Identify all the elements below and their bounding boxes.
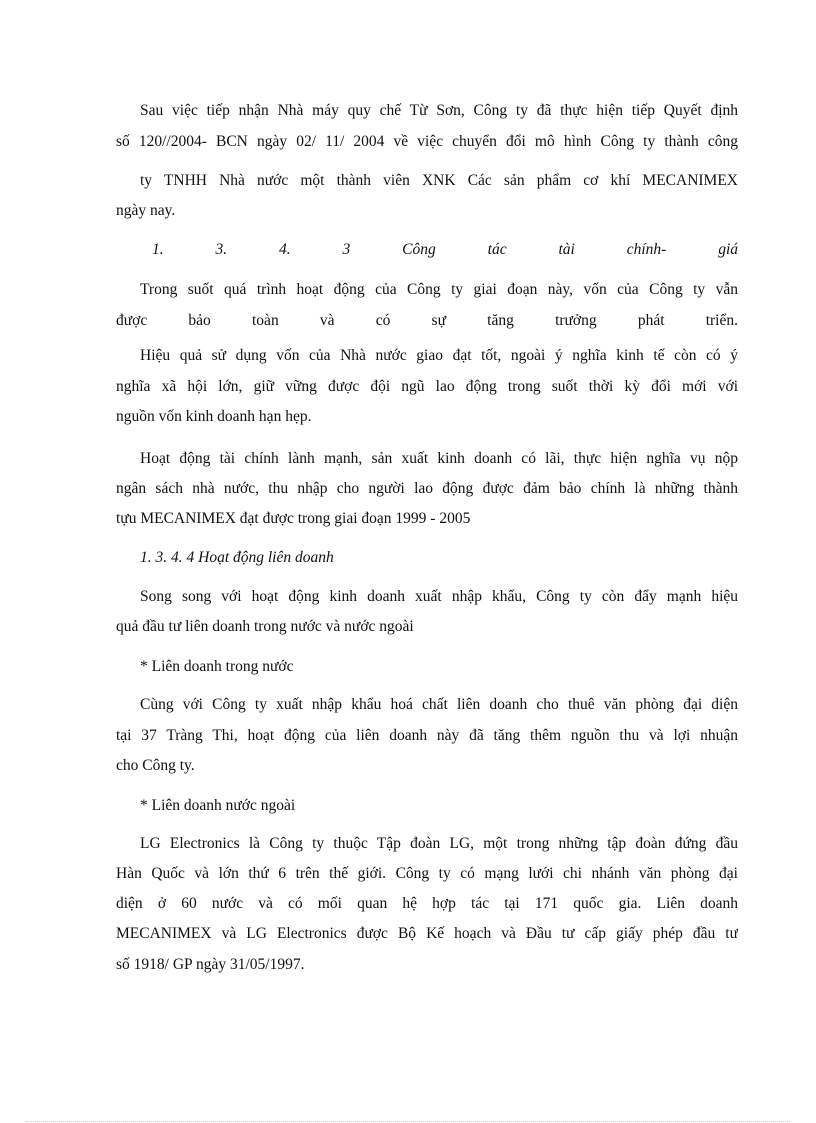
paragraph-line: tựu MECANIMEX đạt được trong giai đoạn 1999 - 2005 bbox=[116, 510, 471, 527]
paragraph-line: MECANIMEX và LG Electronics được Bộ Kế hoạch và Đầu tư cấp giấy phép đầu tư bbox=[116, 925, 738, 942]
page-bottom-divider bbox=[26, 1121, 790, 1122]
paragraph-line: diện ở 60 nước và có mối quan hệ hợp tác tại 171 quốc gia. Liên doanh bbox=[116, 895, 738, 912]
paragraph-line: Hoạt động tài chính lành mạnh, sản xuất kinh doanh có lãi, thực hiện nghĩa vụ nộp bbox=[140, 450, 738, 467]
paragraph-line: LG Electronics là Công ty thuộc Tập đoàn LG, một trong những tập đoàn đứng đầu bbox=[140, 835, 738, 852]
paragraph-line: được bảo toàn và có sự tăng trưởng phát triển. bbox=[116, 312, 738, 329]
paragraph-line: số 120//2004- BCN ngày 02/ 11/ 2004 về việc chuyển đổi mô hình Công ty thành công bbox=[116, 133, 738, 150]
paragraph-line: ty TNHH Nhà nước một thành viên XNK Các sản phẩm cơ khí MECANIMEX bbox=[140, 172, 738, 189]
section-heading: 1. 3. 4. 4 Hoạt động liên doanh bbox=[140, 549, 334, 566]
paragraph-line: cho Công ty. bbox=[116, 757, 195, 774]
bullet-heading: * Liên doanh trong nước bbox=[140, 658, 294, 675]
paragraph-line: số 1918/ GP ngày 31/05/1997. bbox=[116, 956, 305, 973]
paragraph-line: quả đầu tư liên doanh trong nước và nước ngoài bbox=[116, 618, 414, 635]
paragraph-line: Cùng với Công ty xuất nhập khẩu hoá chất liên doanh cho thuê văn phòng đại diện bbox=[140, 696, 738, 713]
paragraph-line: Hàn Quốc và lớn thứ 6 trên thế giới. Công ty có mạng lưới chi nhánh văn phòng đại bbox=[116, 865, 738, 882]
section-heading: 1. 3. 4. 3 Công tác tài chính- giá bbox=[152, 241, 738, 258]
paragraph-line: Hiệu quả sử dụng vốn của Nhà nước giao đạt tốt, ngoài ý nghĩa kinh tế còn có ý bbox=[140, 347, 738, 364]
paragraph-line: Trong suốt quá trình hoạt động của Công ty giai đoạn này, vốn của Công ty vẫn bbox=[140, 281, 738, 298]
paragraph-line: tại 37 Tràng Thi, hoạt động của liên doanh này đã tăng thêm nguồn thu và lợi nhuận bbox=[116, 727, 738, 744]
paragraph-line: nguồn vốn kinh doanh hạn hẹp. bbox=[116, 408, 312, 425]
paragraph-line: Song song với hoạt động kinh doanh xuất nhập khẩu, Công ty còn đẩy mạnh hiệu bbox=[140, 588, 738, 605]
paragraph-line: nghĩa xã hội lớn, giữ vững được đội ngũ lao động trong suốt thời kỳ đổi mới với bbox=[116, 378, 738, 395]
paragraph-line: ngày nay. bbox=[116, 202, 176, 219]
bullet-heading: * Liên doanh nước ngoài bbox=[140, 797, 296, 814]
paragraph-line: Sau việc tiếp nhận Nhà máy quy chế Từ Sơn, Công ty đã thực hiện tiếp Quyết định bbox=[140, 102, 738, 119]
paragraph-line: ngân sách nhà nước, thu nhập cho người lao động được đảm bảo chính là những thành bbox=[116, 480, 738, 497]
